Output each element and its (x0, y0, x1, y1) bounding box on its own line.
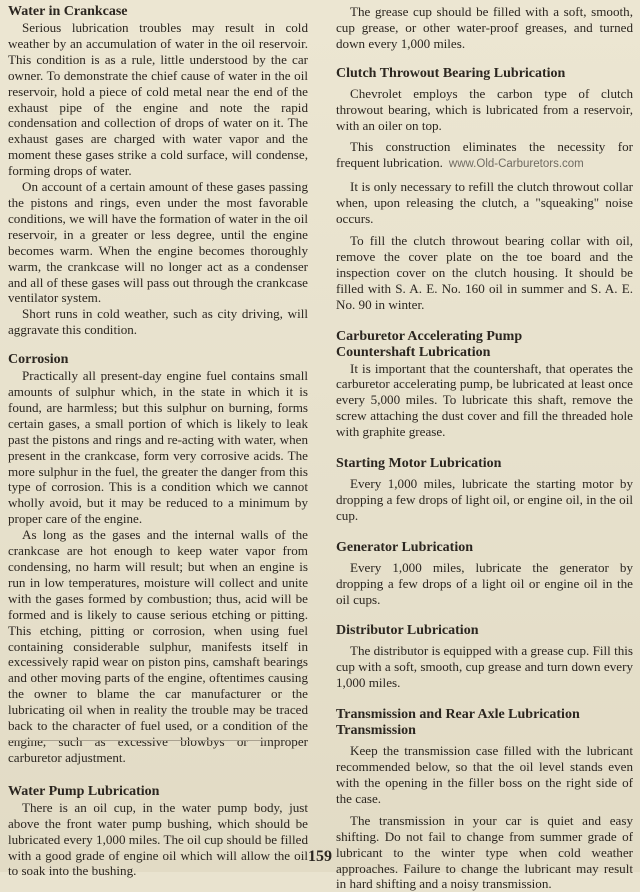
paragraph (336, 139, 633, 173)
heading-generator: Generator Lubrication (336, 539, 474, 555)
heading-transmission: Transmission (336, 723, 416, 739)
paragraph: The grease cup should be filled with a soft, smooth, cup grease, or other water-proof greases, and turned down every 1,000 miles. (336, 4, 633, 51)
paragraph-text: This construction eliminates the necessity for frequent lubrication. (336, 139, 633, 171)
paragraph: There is an oil cup, in the water pump body, just above the front water pump bushing, which should be lubricated every 1,000 miles. The oil cup should be filled with a good grade of engine oil which will allow the oil to soak into the bushing. (8, 799, 308, 879)
paragraph: Every 1,000 miles, lubricate the generator by dropping a few drops of a light oil or engine oil in the oil cups. (336, 559, 633, 607)
watermark-text: www.Old-Carburetors.com (448, 158, 584, 171)
paragraph: To fill the clutch throwout bearing collar with oil, remove the cover plate on the toe board and the inspection cover on the clutch housing. It should be filled with S. A. E. No. 160 oil in summer and S. A. E. No. 90 in winter. (336, 232, 633, 312)
paragraph: It is only necessary to refill the clutch throwout collar when, upon releasing the clutch, a "squeaking" noise occurs. (336, 179, 633, 227)
paragraph: Every 1,000 miles, lubricate the starting motor by dropping a few drops of light oil, or engine oil, in the oil cup. (336, 476, 633, 523)
paragraph: Short runs in cold weather, such as city driving, will aggravate this condition. (8, 306, 308, 338)
left-column (8, 4, 308, 879)
heading-corrosion: Corrosion (8, 352, 69, 368)
heading-clutch-throwout: Clutch Throwout Bearing Lubrication (336, 65, 566, 81)
paragraph: On account of a certain amount of these gases passing the pistons and rings, even under the most favorable conditions, we will have the formation of water in the oil reservoir, in a greater or less degree, until the engine becomes warm. When the engine becomes thoroughly warm, the crankcase will no longer act as a condenser and all of these gases will pass out through the crankcase ventilator system. (8, 179, 308, 306)
paragraph: Serious lubrication troubles may result in cold weather by an accumulation of water in the oil reservoir. This condition is as a rule, little understood by the car owner. To demonstrate the chief cause of water in the oil reservoir, hold a piece of cold metal near the end of the exhaust pipe of the engine and note the rapid condensation and collection of drops of water on it. The exhaust gases are charged with water vapor and the moment these gases strike a cold surface, will condense, forming drops of water. (8, 20, 308, 179)
page-number: 159 (308, 848, 332, 865)
heading-water-in-crankcase: Water in Crankcase (8, 4, 128, 19)
heading-starting-motor: Starting Motor Lubrication (336, 456, 502, 472)
section-divider (8, 740, 268, 741)
paragraph: It is important that the countershaft, that operates the carburetor accelerating pump, be lubricated at least once every 5,000 miles. To lubricate this shaft, remove the screw attaching the dust cover and fill the threaded hole with graphite grease. (336, 360, 633, 440)
heading-carburetor-pump-line1: Carburetor Accelerating Pump (336, 328, 523, 344)
paragraph: The distributor is equipped with a grease cup. Fill this cup with a soft, smooth, cup grease and turn down every 1,000 miles. (336, 643, 633, 691)
heading-transmission-rear-axle: Transmission and Rear Axle Lubrication (336, 707, 580, 723)
heading-water-pump-lubrication: Water Pump Lubrication (8, 783, 160, 799)
paragraph: Practically all present-day engine fuel contains small amounts of sulphur which, in the state in which it is found, are harmless; but this sulphur on burning, forms certain gases, a small portion of which is likely to leak past the pistons and rings and re-acting with water, when present in the crankcase, form very corrosive acids. The more sulphur in the fuel, the greater the danger from this type of corrosion. This is a condition which we cannot wholly avoid, but it may be reduced to a minimum by proper care of the engine. (8, 368, 308, 527)
paragraph: Keep the transmission case filled with the lubricant recommended below, so that the oil level stands even with the opening in the filler boss on the right side of the case. (336, 743, 633, 806)
paragraph: As long as the gases and the internal walls of the crankcase are hot enough to keep water vapor from condensing, no harm will result; but when an engine is run in low temperatures, moisture will collect and unite with the gases formed by combustion; thus, acid will be formed and is likely to cause serious etching or pitting. This etching, pitting or corrosion, when using fuel containing considerable sulphur, manifests itself in excessively rapid wear on piston pins, camshaft bearings and other moving parts of the engine, oftentimes causing the owner to blame the car manufacturer or the lubricating oil when in reality the trouble may be traced back to the character of fuel used, or a condition of the engine, such as excessive blowbys or improper carburetor adjustment. (8, 527, 308, 765)
right-column (336, 4, 633, 892)
heading-distributor: Distributor Lubrication (336, 623, 479, 639)
heading-carburetor-pump-line2: Countershaft Lubrication (336, 344, 491, 360)
paragraph: The transmission in your car is quiet and easy shifting. Do not fail to change from summer grade of lubricant to the winter type when cold weather approaches. Failure to change the lubricant may result in hard shifting and a noisy transmission. (336, 812, 633, 892)
paragraph: Chevrolet employs the carbon type of clutch throwout bearing, which is lubricated from a reservoir, with an oiler on top. (336, 85, 633, 133)
